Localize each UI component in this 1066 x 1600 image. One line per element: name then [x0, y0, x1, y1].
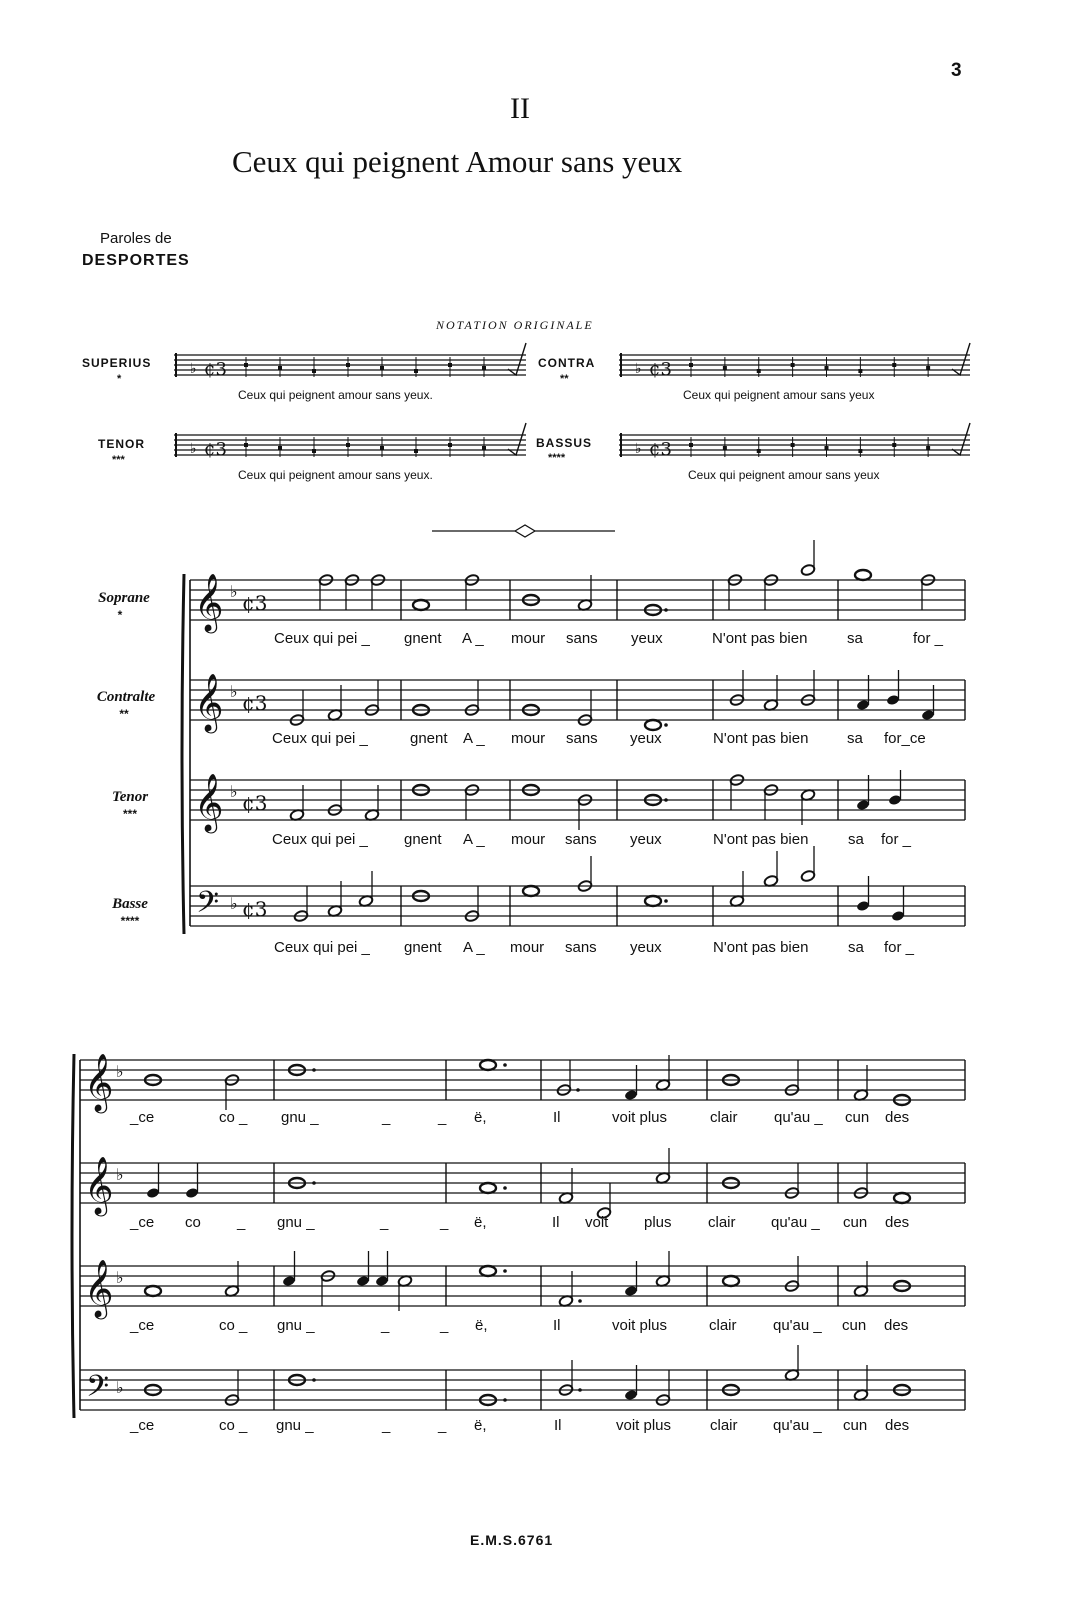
lyric: for_ce	[884, 730, 926, 747]
original-voice-tenor-stars: ***	[112, 454, 125, 466]
lyric: A _	[463, 939, 485, 956]
augmentation-dot	[664, 608, 668, 612]
incipit-note-head	[926, 446, 930, 450]
incipit-note-head	[346, 443, 350, 447]
lyricist-credit-label: Paroles de	[100, 230, 172, 247]
treble-clef-icon: 𝄞	[194, 573, 224, 631]
flat-sign-icon: ♭	[230, 782, 238, 801]
lyric: clair	[708, 1214, 736, 1231]
lyric: gnent	[404, 939, 442, 956]
lyric: cun	[843, 1417, 868, 1434]
incipit-note-head	[791, 363, 795, 367]
lyric: des	[885, 1214, 910, 1231]
voice-stars-tenor: ***	[122, 807, 137, 821]
treble-clef-icon: 𝄞	[194, 673, 224, 731]
augmentation-dot	[503, 1063, 507, 1067]
incipit-note-head	[312, 369, 316, 373]
lyric: ë,	[474, 1109, 487, 1126]
whole-note-head	[413, 600, 429, 610]
lyric: for _	[884, 939, 915, 956]
lyric: mour	[510, 939, 545, 956]
lyric: co _	[219, 1109, 248, 1126]
voice-label-soprane: Soprane	[98, 590, 150, 606]
voice-stars-contralte: **	[119, 707, 129, 721]
lyric: _	[237, 1214, 246, 1231]
whole-note-head	[480, 1183, 496, 1193]
whole-note-head	[723, 1276, 739, 1286]
lyric: _	[440, 1214, 449, 1231]
system-brace	[72, 1054, 74, 1418]
lyric: qu'au _	[773, 1417, 822, 1434]
lyric: _	[381, 1317, 390, 1334]
lyric: _	[382, 1417, 391, 1434]
lyric: cun	[842, 1317, 867, 1334]
original-voice-bassus: BASSUS	[536, 436, 593, 450]
lyric: sans	[565, 831, 597, 848]
voice-label-tenor: Tenor	[111, 789, 149, 805]
incipit-note-head	[926, 366, 930, 370]
lyric: Il	[552, 1214, 560, 1231]
lyric: yeux	[631, 630, 663, 647]
time-signature: ¢3	[649, 359, 672, 380]
original-incipit-contra: Ceux qui peignent amour sans yeux	[683, 388, 875, 402]
lyric: des	[885, 1417, 910, 1434]
incipit-note-head	[757, 449, 761, 453]
lyric: _	[382, 1109, 391, 1126]
flat-sign-icon: ♭	[116, 1165, 124, 1184]
lyric: cun	[845, 1109, 870, 1126]
incipit-note-head	[414, 449, 418, 453]
lyric: _	[438, 1417, 447, 1434]
augmentation-dot	[578, 1299, 582, 1303]
lyric: clair	[710, 1109, 738, 1126]
treble-clef-icon: 𝄞	[84, 1156, 114, 1214]
incipit-note-head	[723, 366, 727, 370]
incipit-note-head	[858, 369, 862, 373]
lyric: co _	[219, 1417, 248, 1434]
flat-sign-icon: ♭	[230, 894, 238, 913]
lyric: ë,	[474, 1214, 487, 1231]
treble-clef-icon: 𝄞	[84, 1259, 114, 1317]
page-number: 3	[951, 60, 962, 81]
lyric: voit plus	[616, 1417, 672, 1434]
incipit-note-head	[825, 446, 829, 450]
lyric: Il	[554, 1417, 562, 1434]
lyric: gnent	[410, 730, 448, 747]
original-notation-label: NOTATION ORIGINALE	[436, 318, 594, 332]
incipit-note-head	[312, 449, 316, 453]
augmentation-dot	[576, 1088, 580, 1092]
incipit-note-head	[689, 443, 693, 447]
incipit-note-head	[346, 363, 350, 367]
lyric: Ceux qui pei _	[272, 730, 368, 747]
lyric: gnu _	[276, 1417, 314, 1434]
whole-note-head	[145, 1286, 161, 1296]
bass-clef-icon: 𝄢	[196, 886, 220, 927]
lyric: gnu _	[277, 1214, 315, 1231]
original-incipit-bassus: Ceux qui peignent amour sans yeux	[688, 468, 880, 482]
original-incipit-superius: Ceux qui peignent amour sans yeux.	[238, 388, 433, 402]
time-signature: ¢3	[242, 591, 268, 615]
piece-title: Ceux qui peignent Amour sans yeux	[232, 144, 683, 179]
time-signature: ¢3	[204, 439, 227, 460]
flat-sign-icon: ♭	[230, 582, 238, 601]
original-incipit-tenor: Ceux qui peignent amour sans yeux.	[238, 468, 433, 482]
incipit-note-head	[723, 446, 727, 450]
lyric: qu'au _	[771, 1214, 820, 1231]
lyric: gnu _	[277, 1317, 315, 1334]
incipit-note-head	[825, 366, 829, 370]
incipit-note-head	[244, 443, 248, 447]
flat-sign-icon: ♭	[190, 441, 197, 457]
time-signature: ¢3	[242, 691, 268, 715]
original-voice-bassus-stars: ****	[548, 452, 566, 464]
lyric: mour	[511, 730, 546, 747]
original-voice-superius: SUPERIUS	[82, 356, 152, 370]
system-brace	[182, 574, 184, 934]
whole-note-head	[645, 720, 661, 730]
publisher-plate-number: E.M.S.6761	[470, 1532, 554, 1548]
whole-note-head	[480, 1266, 496, 1276]
augmentation-dot	[664, 723, 668, 727]
flat-sign-icon: ♭	[116, 1378, 124, 1397]
lyric: gnent	[404, 630, 442, 647]
lyric: voit plus	[612, 1109, 668, 1126]
voice-label-basse: Basse	[112, 896, 148, 912]
lyric: gnu _	[281, 1109, 319, 1126]
treble-clef-icon: 𝄞	[194, 773, 224, 831]
whole-note-head	[894, 1193, 910, 1203]
incipit-note-head	[858, 449, 862, 453]
lyric: sa	[847, 630, 863, 647]
incipit-note-head	[278, 366, 282, 370]
lyric: qu'au _	[773, 1317, 822, 1334]
augmentation-dot	[503, 1269, 507, 1273]
lyric: _ce	[130, 1317, 155, 1334]
lyric: clair	[710, 1417, 738, 1434]
lyric: ë,	[475, 1317, 488, 1334]
incipit-note-head	[380, 446, 384, 450]
flat-sign-icon: ♭	[190, 361, 197, 377]
lyric: yeux	[630, 730, 662, 747]
lyric: Il	[553, 1317, 561, 1334]
lyric: voit plus	[612, 1317, 668, 1334]
original-voice-contra: CONTRA	[538, 356, 596, 370]
voice-stars-soprane: *	[117, 608, 123, 622]
lyric: _	[440, 1317, 449, 1334]
lyric: sa	[847, 730, 863, 747]
whole-note-head	[855, 570, 871, 580]
augmentation-dot	[312, 1181, 316, 1185]
flat-sign-icon: ♭	[635, 361, 642, 377]
section-numeral: II	[510, 92, 530, 125]
lyric: sans	[566, 630, 598, 647]
incipit-note-head	[414, 369, 418, 373]
lyric: co	[185, 1214, 201, 1231]
lyric: plus	[644, 1214, 672, 1231]
time-signature: ¢3	[242, 791, 268, 815]
lyric: sa	[848, 939, 864, 956]
augmentation-dot	[503, 1186, 507, 1190]
lyric: for _	[881, 831, 912, 848]
lyric: A _	[463, 730, 485, 747]
original-voice-contra-stars: **	[560, 373, 569, 385]
time-signature: ¢3	[649, 439, 672, 460]
flat-sign-icon: ♭	[116, 1062, 124, 1081]
lyric: co _	[219, 1317, 248, 1334]
whole-note-head	[480, 1060, 496, 1070]
voice-label-contralte: Contralte	[96, 689, 156, 705]
lyric: Il	[553, 1109, 561, 1126]
lyric: Ceux qui pei _	[272, 831, 368, 848]
incipit-note-head	[757, 369, 761, 373]
lyric: sans	[566, 730, 598, 747]
lyric: Ceux qui pei _	[274, 630, 370, 647]
incipit-note-head	[482, 366, 486, 370]
lyric: N'ont pas bien	[712, 630, 808, 647]
original-voice-superius-stars: *	[117, 373, 122, 385]
incipit-note-head	[482, 446, 486, 450]
lyric: gnent	[404, 831, 442, 848]
augmentation-dot	[664, 798, 668, 802]
voice-stars-basse: ****	[120, 914, 140, 928]
augmentation-dot	[503, 1398, 507, 1402]
incipit-note-head	[892, 443, 896, 447]
incipit-note-head	[448, 443, 452, 447]
lyric: yeux	[630, 939, 662, 956]
treble-clef-icon: 𝄞	[84, 1053, 114, 1111]
lyric: des	[885, 1109, 910, 1126]
lyric: N'ont pas bien	[713, 730, 809, 747]
lyric: ë,	[474, 1417, 487, 1434]
incipit-note-head	[244, 363, 248, 367]
lyric: clair	[709, 1317, 737, 1334]
lyric: _	[438, 1109, 447, 1126]
lyric: for _	[913, 630, 944, 647]
lyric: qu'au _	[774, 1109, 823, 1126]
lyric: N'ont pas bien	[713, 831, 809, 848]
whole-note-head	[645, 896, 661, 906]
lyric: _ce	[130, 1109, 155, 1126]
ornament-diamond	[515, 525, 535, 537]
flat-sign-icon: ♭	[635, 441, 642, 457]
augmentation-dot	[578, 1388, 582, 1392]
lyric: N'ont pas bien	[713, 939, 809, 956]
incipit-note-head	[448, 363, 452, 367]
lyricist-name: DESPORTES	[82, 252, 190, 269]
flat-sign-icon: ♭	[116, 1268, 124, 1287]
lyric: A _	[463, 831, 485, 848]
incipit-note-head	[791, 443, 795, 447]
incipit-note-head	[380, 366, 384, 370]
lyric: _ce	[130, 1214, 155, 1231]
lyric: mour	[511, 630, 546, 647]
lyric: mour	[511, 831, 546, 848]
augmentation-dot	[312, 1068, 316, 1072]
time-signature: ¢3	[204, 359, 227, 380]
lyric: sans	[565, 939, 597, 956]
lyric: cun	[843, 1214, 868, 1231]
augmentation-dot	[664, 899, 668, 903]
whole-note-head	[523, 886, 539, 896]
lyric: yeux	[630, 831, 662, 848]
lyric: sa	[848, 831, 864, 848]
incipit-note-head	[892, 363, 896, 367]
flat-sign-icon: ♭	[230, 682, 238, 701]
lyric: A _	[462, 630, 484, 647]
lyric: voit	[585, 1214, 609, 1231]
bass-clef-icon: 𝄢	[86, 1370, 110, 1411]
lyric: _ce	[130, 1417, 155, 1434]
lyric: _	[380, 1214, 389, 1231]
original-voice-tenor: TENOR	[98, 437, 145, 451]
time-signature: ¢3	[242, 897, 268, 921]
incipit-note-head	[689, 363, 693, 367]
incipit-note-head	[278, 446, 282, 450]
augmentation-dot	[312, 1378, 316, 1382]
lyric: Ceux qui pei _	[274, 939, 370, 956]
lyric: des	[884, 1317, 909, 1334]
